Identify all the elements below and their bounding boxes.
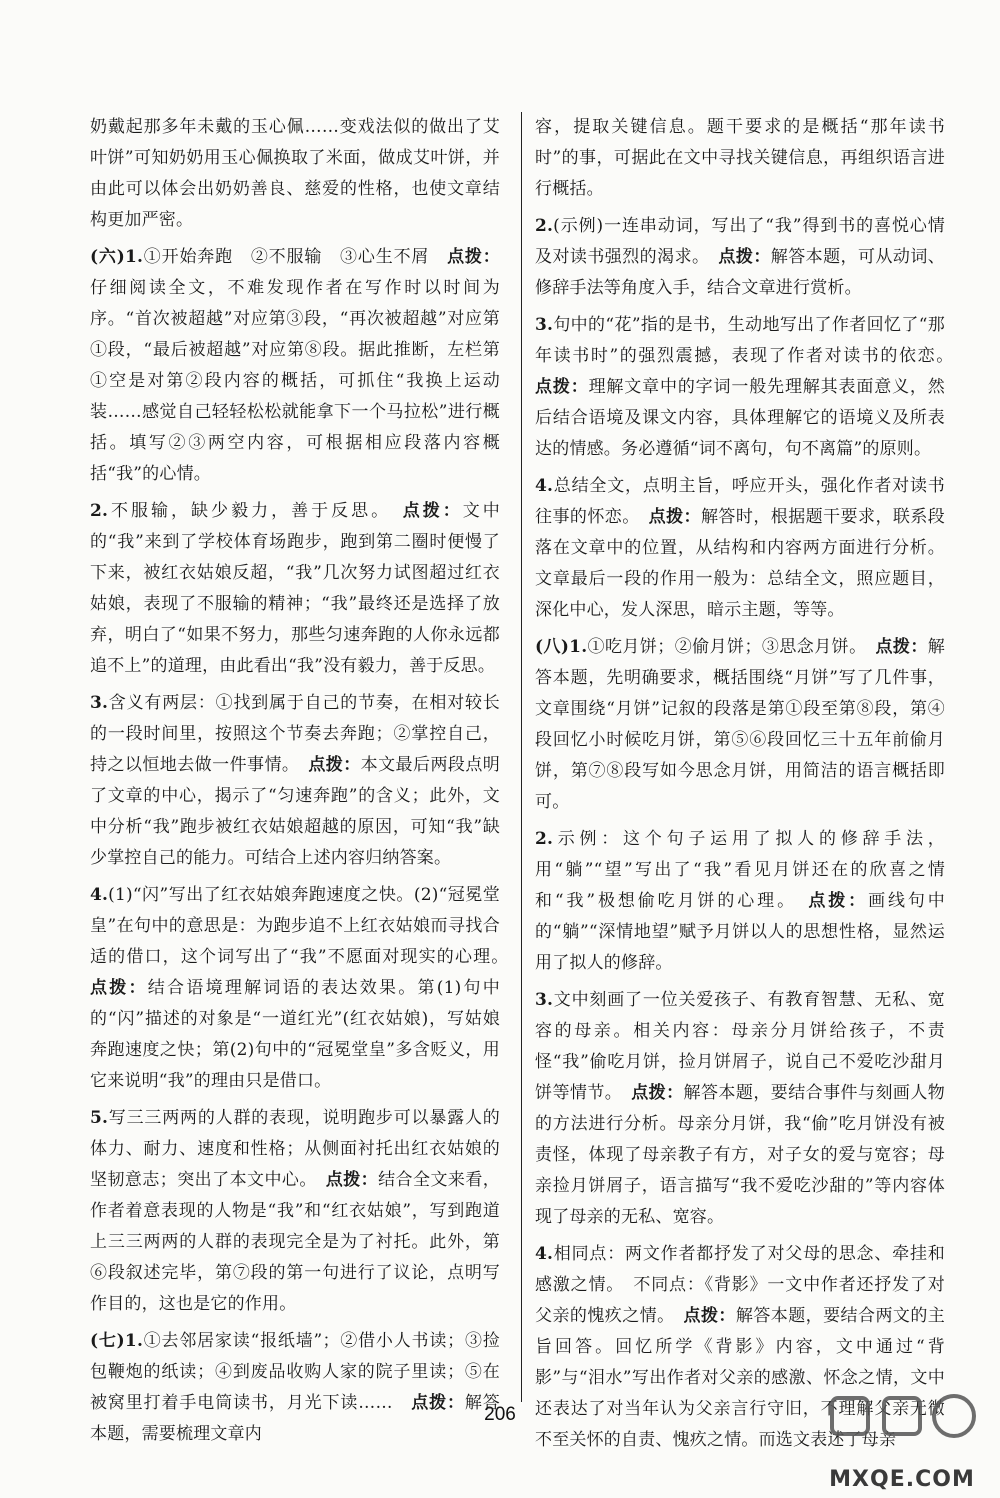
hint-label: 点拨： bbox=[718, 247, 771, 267]
answer-paragraph bbox=[535, 310, 963, 465]
answer-paragraph bbox=[535, 824, 945, 979]
question-number: 4. bbox=[90, 885, 109, 905]
answer-text: ①去邻居家读“报纸墙”；②借小人书读；③捡包鞭炮的纸读；④到废品收购人家的院子里读；⑤在被窝里打着手电筒读书，月光下读…… bbox=[90, 1331, 500, 1413]
hint-label: 点拨： bbox=[90, 978, 148, 998]
question-number: 2. bbox=[535, 216, 554, 236]
answer-text: 仔细阅读全文，不难发现作者在写作时以时间为序。“首次被超越”对应第③段，“再次被超越”对应第①段，“最后被超越”对应第⑧段。据此推断，左栏第①空是对第②段内容的概括，可抓住“我换上运动装……感觉自己轻轻松松就能拿下一个马拉松”进行概括。填写②③两空内容，可根据相应段落内容概括“我”的心情。 bbox=[90, 278, 500, 484]
answer-text: 文中刻画了一位关爱孩子、有教育智慧、无私、宽容的母亲。相关内容：母亲分月饼给孩子，不责怪“我”偷吃月饼，捡月饼屑子，说自己不爱吃沙甜月饼等情节。 bbox=[535, 990, 945, 1103]
answer-text: 容，提取关键信息。题干要求的是概括“那年读书时”的事，可据此在文中寻找关键信息，再组织语言进行概括。 bbox=[535, 117, 945, 199]
answer-text: 不服输，缺少毅力，善于反思。 bbox=[108, 501, 403, 521]
answer-text: 写三三两两的人群的表现，说明跑步可以暴露人的体力、耐力、速度和性格；从侧面衬托出红衣姑娘的坚韧意志；突出了本文中心。 bbox=[90, 1108, 500, 1190]
answer-text: 解答时，根据题干要求，联系段落在文章中的位置，从结构和内容两方面进行分析。文章最后一段的作用一般为：总结全文，照应题目，深化中心，发人深思，暗示主题，等等。 bbox=[535, 507, 945, 620]
question-number: (六)1. bbox=[90, 247, 144, 267]
answer-text: 总结全文，点明主旨，呼应开头，强化作者对读书往事的怀恋。 bbox=[535, 476, 945, 527]
hint-label: 点拨： bbox=[683, 1306, 736, 1326]
answer-text: 解答本题，先明确要求，概括围绕“月饼”写了几件事，文章围绕“月饼”记叙的段落是第①段至第⑧段，第④段回忆小时候吃月饼，第⑤⑥段回忆三十五年前偷月饼，第⑦⑧段写如今思念月饼，用简洁的语言概括即可。 bbox=[535, 637, 945, 812]
answer-text: 画线句中的“躺”“深情地望”赋予月饼以人的思想性格，显然运用了拟人的修辞。 bbox=[535, 891, 945, 973]
answer-paragraph bbox=[535, 985, 945, 1233]
left-column bbox=[90, 112, 518, 1456]
answer-text: (示例)一连串动词，写出了“我”得到书的喜悦心情及对读书强烈的渴求。 bbox=[535, 216, 945, 267]
answer-text: 相同点：两文作者都抒发了对父母的思念、牵挂和感激之情。 不同点：《背影》一文中作者还抒发了对父亲的愧疚之情。 bbox=[535, 1244, 945, 1326]
question-number: (七)1. bbox=[90, 1331, 144, 1351]
hint-label: 点拨： bbox=[308, 755, 361, 775]
answer-text: 含义有两层：①找到属于自己的节奏，在相对较长的一段时间里，按照这个节奏去奔跑；②掌控自己，持之以恒地去做一件事情。 bbox=[90, 693, 500, 775]
hint-label: 点拨： bbox=[411, 1393, 465, 1413]
question-number: 4. bbox=[535, 476, 554, 496]
answer-paragraph bbox=[535, 112, 945, 205]
answer-text: 解答本题，可从动词、修辞手法等角度入手，结合文章进行赏析。 bbox=[535, 247, 945, 298]
answer-paragraph bbox=[90, 242, 500, 490]
question-number: 2. bbox=[535, 829, 554, 849]
answer-text: 解答本题，需要梳理文章内 bbox=[90, 1393, 500, 1444]
question-number: 3. bbox=[90, 693, 109, 713]
column-divider bbox=[521, 112, 522, 1402]
answer-text: 结合全文来看，作者着意表现的人物是“我”和“红衣姑娘”，写到跑道上三三两两的人群的表现完全是为了衬托。此外，第⑥段叙述完毕，第⑦段的第一句进行了议论，点明写作目的，这也是它的作用。 bbox=[90, 1170, 500, 1314]
answer-text: 文中的“我”来到了学校体育场跑步，跑到第二圈时便慢了下来，被红衣姑娘反超，“我”几次努力试图超过红衣姑娘，表现了不服输的精神；“我”最终还是选择了放弃，明白了“如果不努力，那些匀速奔跑的人你永远都追不上”的道理，由此看出“我”没有毅力，善于反思。 bbox=[90, 501, 500, 676]
hint-label: 点拨： bbox=[325, 1170, 379, 1190]
hint-label: 点拨： bbox=[875, 637, 928, 657]
question-number: 3. bbox=[535, 990, 554, 1010]
question-number: 4. bbox=[535, 1244, 554, 1264]
hint-label: 点拨： bbox=[808, 891, 869, 911]
answer-text: ①吃月饼；②偷月饼；③思念月饼。 bbox=[587, 637, 876, 657]
page-number: 206 bbox=[484, 1404, 516, 1425]
answer-paragraph bbox=[90, 880, 518, 1097]
hint-label: 点拨： bbox=[648, 507, 701, 527]
answer-paragraph bbox=[90, 1103, 500, 1320]
answer-text: 解答本题，要结合事件与刻画人物的方法进行分析。母亲分月饼，我“偷”吃月饼没有被责怪，体现了母亲教子有方，对子女的爱与宽容；母亲捡月饼屑子，语言描写“我不爱吃沙甜的”等内容体现了母亲的无私、宽容。 bbox=[535, 1083, 945, 1227]
question-number: 3. bbox=[535, 315, 554, 335]
answer-text: 句中的“花”指的是书，生动地写出了作者回忆了“那年读书时”的强烈震撼，表现了作者对读书的依恋。 bbox=[535, 315, 963, 366]
hint-label: 点拨： bbox=[402, 501, 463, 521]
answer-paragraph bbox=[535, 471, 945, 626]
answer-paragraph bbox=[90, 688, 500, 874]
hint-label: 点拨： bbox=[447, 247, 500, 267]
answer-text: 解答本题，要结合两文的主旨回答。回忆所学《背影》内容，文中通过“背影”与“泪水”写出作者对父亲的感激、怀念之情，文中还表达了对当年认为父亲言行守旧，不理解父亲无微不至关怀的自责、愧疚之情。而选文表述了母亲 bbox=[535, 1306, 945, 1450]
question-number: 2. bbox=[90, 501, 109, 521]
answer-paragraph bbox=[535, 632, 945, 818]
answer-paragraph bbox=[90, 496, 500, 682]
answer-text: 结合语境理解词语的表达效果。第(1)句中的“闪”描述的对象是“一道红光”(红衣姑娘)，写姑娘奔跑速度之快；第(2)句中的“冠冕堂皇”多含贬义，用它来说明“我”的理由只是借口。 bbox=[90, 978, 500, 1091]
answer-paragraph bbox=[535, 211, 945, 304]
answer-text: 理解文章中的字词一般先理解其表面意义，然后结合语境及课文内容，具体理解它的语境义及所表达的情感。务必遵循“词不离句，句不离篇”的原则。 bbox=[535, 377, 945, 459]
right-column bbox=[535, 112, 963, 1462]
hint-label: 点拨： bbox=[535, 377, 589, 397]
answer-text: 奶戴起那多年未戴的玉心佩……变戏法似的做出了艾叶饼”可知奶奶用玉心佩换取了米面，做成艾叶饼，并由此可以体会出奶奶善良、慈爱的性格，也使文章结构更加严密。 bbox=[90, 117, 500, 230]
question-number: (八)1. bbox=[535, 637, 588, 657]
answer-paragraph bbox=[90, 1326, 500, 1450]
hint-label: 点拨： bbox=[631, 1083, 684, 1103]
answer-text: ①开始奔跑 ②不服输 ③心生不屑 bbox=[143, 247, 448, 267]
question-number: 5. bbox=[90, 1108, 109, 1128]
watermark-text: MXQE.COM bbox=[829, 1467, 975, 1492]
answer-text: 本文最后两段点明了文章的中心，揭示了“匀速奔跑”的含义；此外，文中分析“我”跑步被红衣姑娘超越的原因，可知“我”缺少掌控自己的能力。可结合上述内容归纳答案。 bbox=[90, 755, 500, 868]
answer-text: 示例：这个句子运用了拟人的修辞手法，用“躺”“望”写出了“我”看见月饼还在的欣喜之情和“我”极想偷吃月饼的心理。 bbox=[535, 829, 945, 911]
answer-paragraph bbox=[90, 112, 500, 236]
answer-text: (1)“闪”写出了红衣姑娘奔跑速度之快。(2)“冠冕堂皇”在句中的意思是：为跑步追不上红衣姑娘而寻找合适的借口，这个词写出了“我”不愿面对现实的心理。 bbox=[90, 885, 518, 967]
